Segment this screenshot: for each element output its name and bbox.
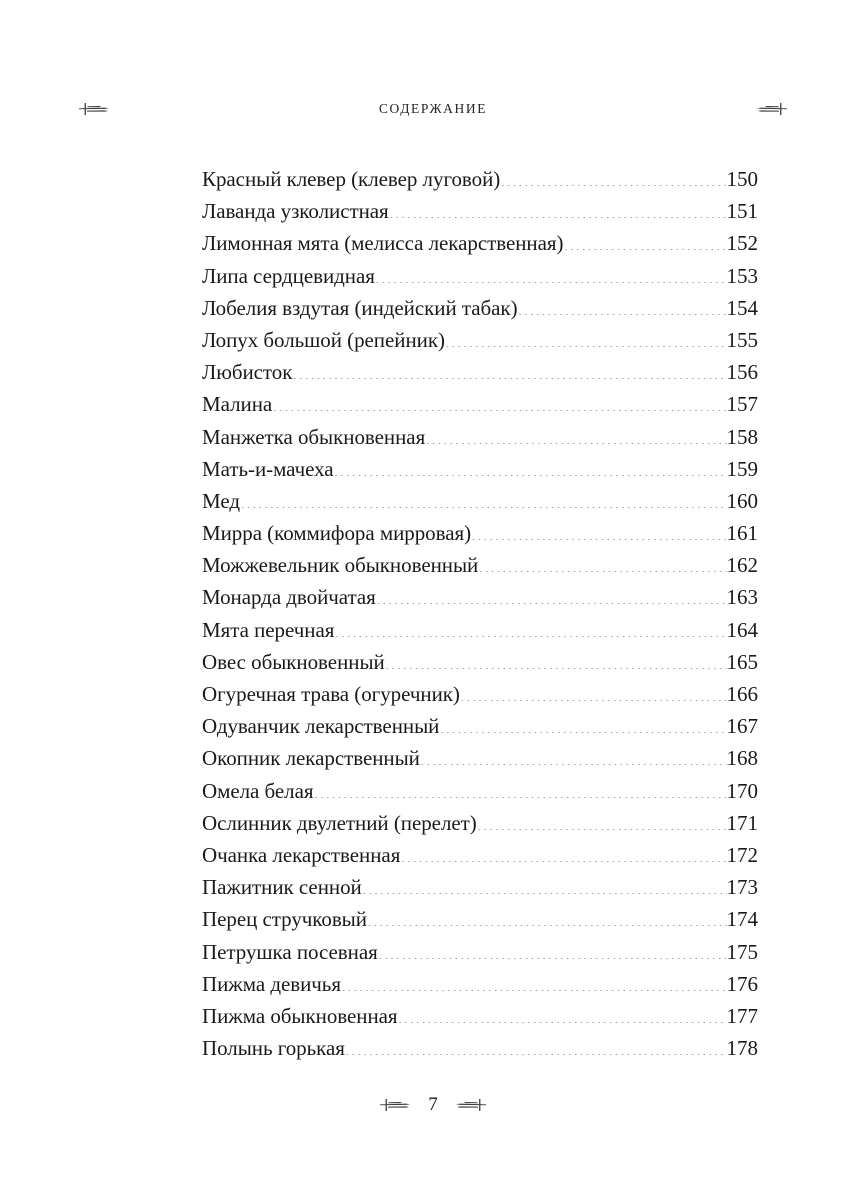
- toc-leader-dots: [398, 1002, 727, 1023]
- toc-entry[interactable]: [202, 227, 758, 259]
- toc-entry-page-number: 176: [726, 971, 758, 996]
- page-number: 7: [428, 1094, 438, 1115]
- toc-entry-title: Овес обыкновенный: [202, 649, 385, 674]
- arrow-ornament-icon: [456, 1096, 490, 1114]
- toc-leader-dots: [400, 841, 726, 862]
- toc-entry-title: Монарда двойчатая: [202, 585, 376, 610]
- toc-entry-page-number: 174: [726, 907, 758, 932]
- toc-entry-page-number: 156: [726, 360, 758, 385]
- toc-entry[interactable]: [202, 195, 758, 227]
- toc-entry-page-number: 161: [726, 521, 758, 546]
- toc-entry[interactable]: [202, 710, 758, 742]
- toc-leader-dots: [389, 197, 727, 218]
- toc-entry-page-number: 151: [726, 199, 758, 224]
- toc-entry[interactable]: [202, 549, 758, 581]
- toc-entry-page-number: 158: [726, 424, 758, 449]
- toc-leader-dots: [272, 390, 726, 411]
- toc-leader-dots: [518, 294, 727, 315]
- toc-entry[interactable]: [202, 517, 758, 549]
- toc-entry[interactable]: [202, 678, 758, 710]
- toc-entry-page-number: 166: [726, 682, 758, 706]
- toc-entry[interactable]: [202, 453, 758, 485]
- toc-entry-title: Можжевельник обыкновенный: [202, 553, 479, 578]
- toc-entry-page-number: 172: [726, 842, 758, 867]
- toc-entry-title: Лопух большой (репейник): [202, 327, 445, 352]
- toc-entry-page-number: 154: [726, 295, 758, 320]
- arrow-ornament-icon: [376, 1096, 410, 1114]
- toc-entry-page-number: 159: [726, 456, 758, 481]
- toc-leader-dots: [378, 938, 727, 959]
- toc-entry-title: Малина: [202, 392, 273, 417]
- toc-leader-dots: [334, 455, 727, 476]
- toc-entry-page-number: 152: [726, 231, 758, 256]
- toc-leader-dots: [500, 165, 726, 186]
- toc-leader-dots: [439, 712, 726, 733]
- toc-leader-dots: [345, 1034, 727, 1055]
- toc-leader-dots: [563, 229, 726, 250]
- toc-entry[interactable]: [202, 260, 758, 292]
- running-head: [75, 96, 791, 122]
- toc-entry[interactable]: [202, 292, 758, 324]
- toc-leader-dots: [240, 487, 727, 508]
- toc-leader-dots: [367, 905, 727, 926]
- toc-entry-title: Любисток: [202, 360, 293, 385]
- toc-leader-dots: [471, 519, 726, 540]
- toc-entry-title: Полынь горькая: [202, 1036, 345, 1061]
- toc-entry-title: Липа сердцевидная: [202, 263, 375, 288]
- page-title: СОДЕРЖАНИЕ: [378, 101, 488, 116]
- toc-leader-dots: [478, 551, 726, 572]
- toc-entry-title: Огуречная трава (огуречник): [202, 682, 460, 706]
- toc-entry-page-number: 153: [726, 263, 758, 288]
- toc-entry-page-number: 173: [726, 875, 758, 900]
- toc-leader-dots: [375, 262, 727, 283]
- toc-entry-page-number: 178: [726, 1036, 758, 1061]
- toc-entry-title: Мед: [202, 488, 240, 513]
- toc-entry-title: Лимонная мята (мелисса лекарственная): [202, 231, 564, 256]
- toc-entry-title: Перец стручковый: [202, 907, 367, 932]
- toc-leader-dots: [292, 358, 726, 379]
- table-of-contents: [202, 163, 758, 1064]
- toc-leader-dots: [376, 583, 727, 604]
- toc-entry[interactable]: [202, 1032, 758, 1064]
- toc-entry-title: Ослинник двулетний (перелет): [202, 810, 477, 835]
- toc-entry[interactable]: [202, 775, 758, 807]
- arrow-ornament-icon: [75, 100, 109, 118]
- toc-entry[interactable]: [202, 742, 758, 774]
- toc-entry-page-number: 160: [726, 488, 758, 513]
- folio: [0, 1094, 866, 1116]
- toc-entry[interactable]: [202, 871, 758, 903]
- toc-entry-title: Лаванда узколистная: [202, 199, 389, 224]
- toc-entry-page-number: 155: [726, 327, 758, 352]
- toc-entry-page-number: 168: [726, 746, 758, 771]
- toc-entry-page-number: 175: [726, 939, 758, 964]
- toc-entry-title: Петрушка посевная: [202, 939, 378, 964]
- arrow-ornament-icon: [757, 100, 791, 118]
- toc-entry-title: Очанка лекарственная: [202, 842, 401, 867]
- toc-entry[interactable]: [202, 614, 758, 646]
- toc-entry-page-number: 170: [726, 778, 758, 803]
- toc-entry[interactable]: [202, 807, 758, 839]
- toc-leader-dots: [341, 970, 727, 991]
- toc-leader-dots: [420, 744, 727, 765]
- toc-leader-dots: [362, 873, 727, 894]
- toc-entry-title: Мята перечная: [202, 617, 335, 642]
- toc-entry-page-number: 163: [726, 585, 758, 610]
- toc-entry[interactable]: [202, 936, 758, 968]
- toc-entry[interactable]: [202, 485, 758, 517]
- toc-entry-title: Окопник лекарственный: [202, 746, 420, 771]
- toc-leader-dots: [460, 680, 727, 701]
- toc-entry-page-number: 150: [726, 167, 758, 191]
- toc-leader-dots: [425, 423, 726, 444]
- toc-entry[interactable]: [202, 1000, 758, 1032]
- toc-entry-page-number: 177: [726, 1003, 758, 1028]
- toc-leader-dots: [334, 616, 726, 637]
- toc-entry-title: Одуванчик лекарственный: [202, 714, 440, 739]
- toc-entry[interactable]: [202, 356, 758, 388]
- toc-entry-title: Мать-и-мачеха: [202, 456, 334, 481]
- toc-leader-dots: [477, 809, 727, 830]
- toc-leader-dots: [313, 777, 726, 798]
- toc-entry-title: Мирра (коммифора мирровая): [202, 521, 472, 546]
- toc-entry[interactable]: [202, 324, 758, 356]
- toc-entry-page-number: 164: [726, 617, 758, 642]
- toc-entry-page-number: 167: [726, 714, 758, 739]
- toc-entry[interactable]: [202, 581, 758, 613]
- toc-entry[interactable]: [202, 968, 758, 1000]
- toc-entry-title: Омела белая: [202, 778, 314, 803]
- toc-entry[interactable]: [202, 646, 758, 678]
- toc-entry-title: Манжетка обыкновенная: [202, 424, 426, 449]
- toc-entry-title: Красный клевер (клевер луговой): [202, 167, 501, 191]
- toc-entry[interactable]: [202, 839, 758, 871]
- toc-entry-page-number: 171: [726, 810, 758, 835]
- toc-entry-title: Пажитник сенной: [202, 875, 362, 900]
- toc-entry[interactable]: [202, 388, 758, 420]
- toc-entry-title: Пижма обыкновенная: [202, 1003, 398, 1028]
- toc-entry-title: Пижма девичья: [202, 971, 341, 996]
- toc-entry-title: Лобелия вздутая (индейский табак): [202, 295, 518, 320]
- toc-entry-page-number: 157: [726, 392, 758, 417]
- toc-leader-dots: [385, 648, 727, 669]
- toc-leader-dots: [445, 326, 727, 347]
- toc-entry-page-number: 165: [726, 649, 758, 674]
- toc-entry[interactable]: [202, 421, 758, 453]
- toc-entry[interactable]: [202, 903, 758, 935]
- toc-entry-page-number: 162: [726, 553, 758, 578]
- toc-entry[interactable]: [202, 163, 758, 195]
